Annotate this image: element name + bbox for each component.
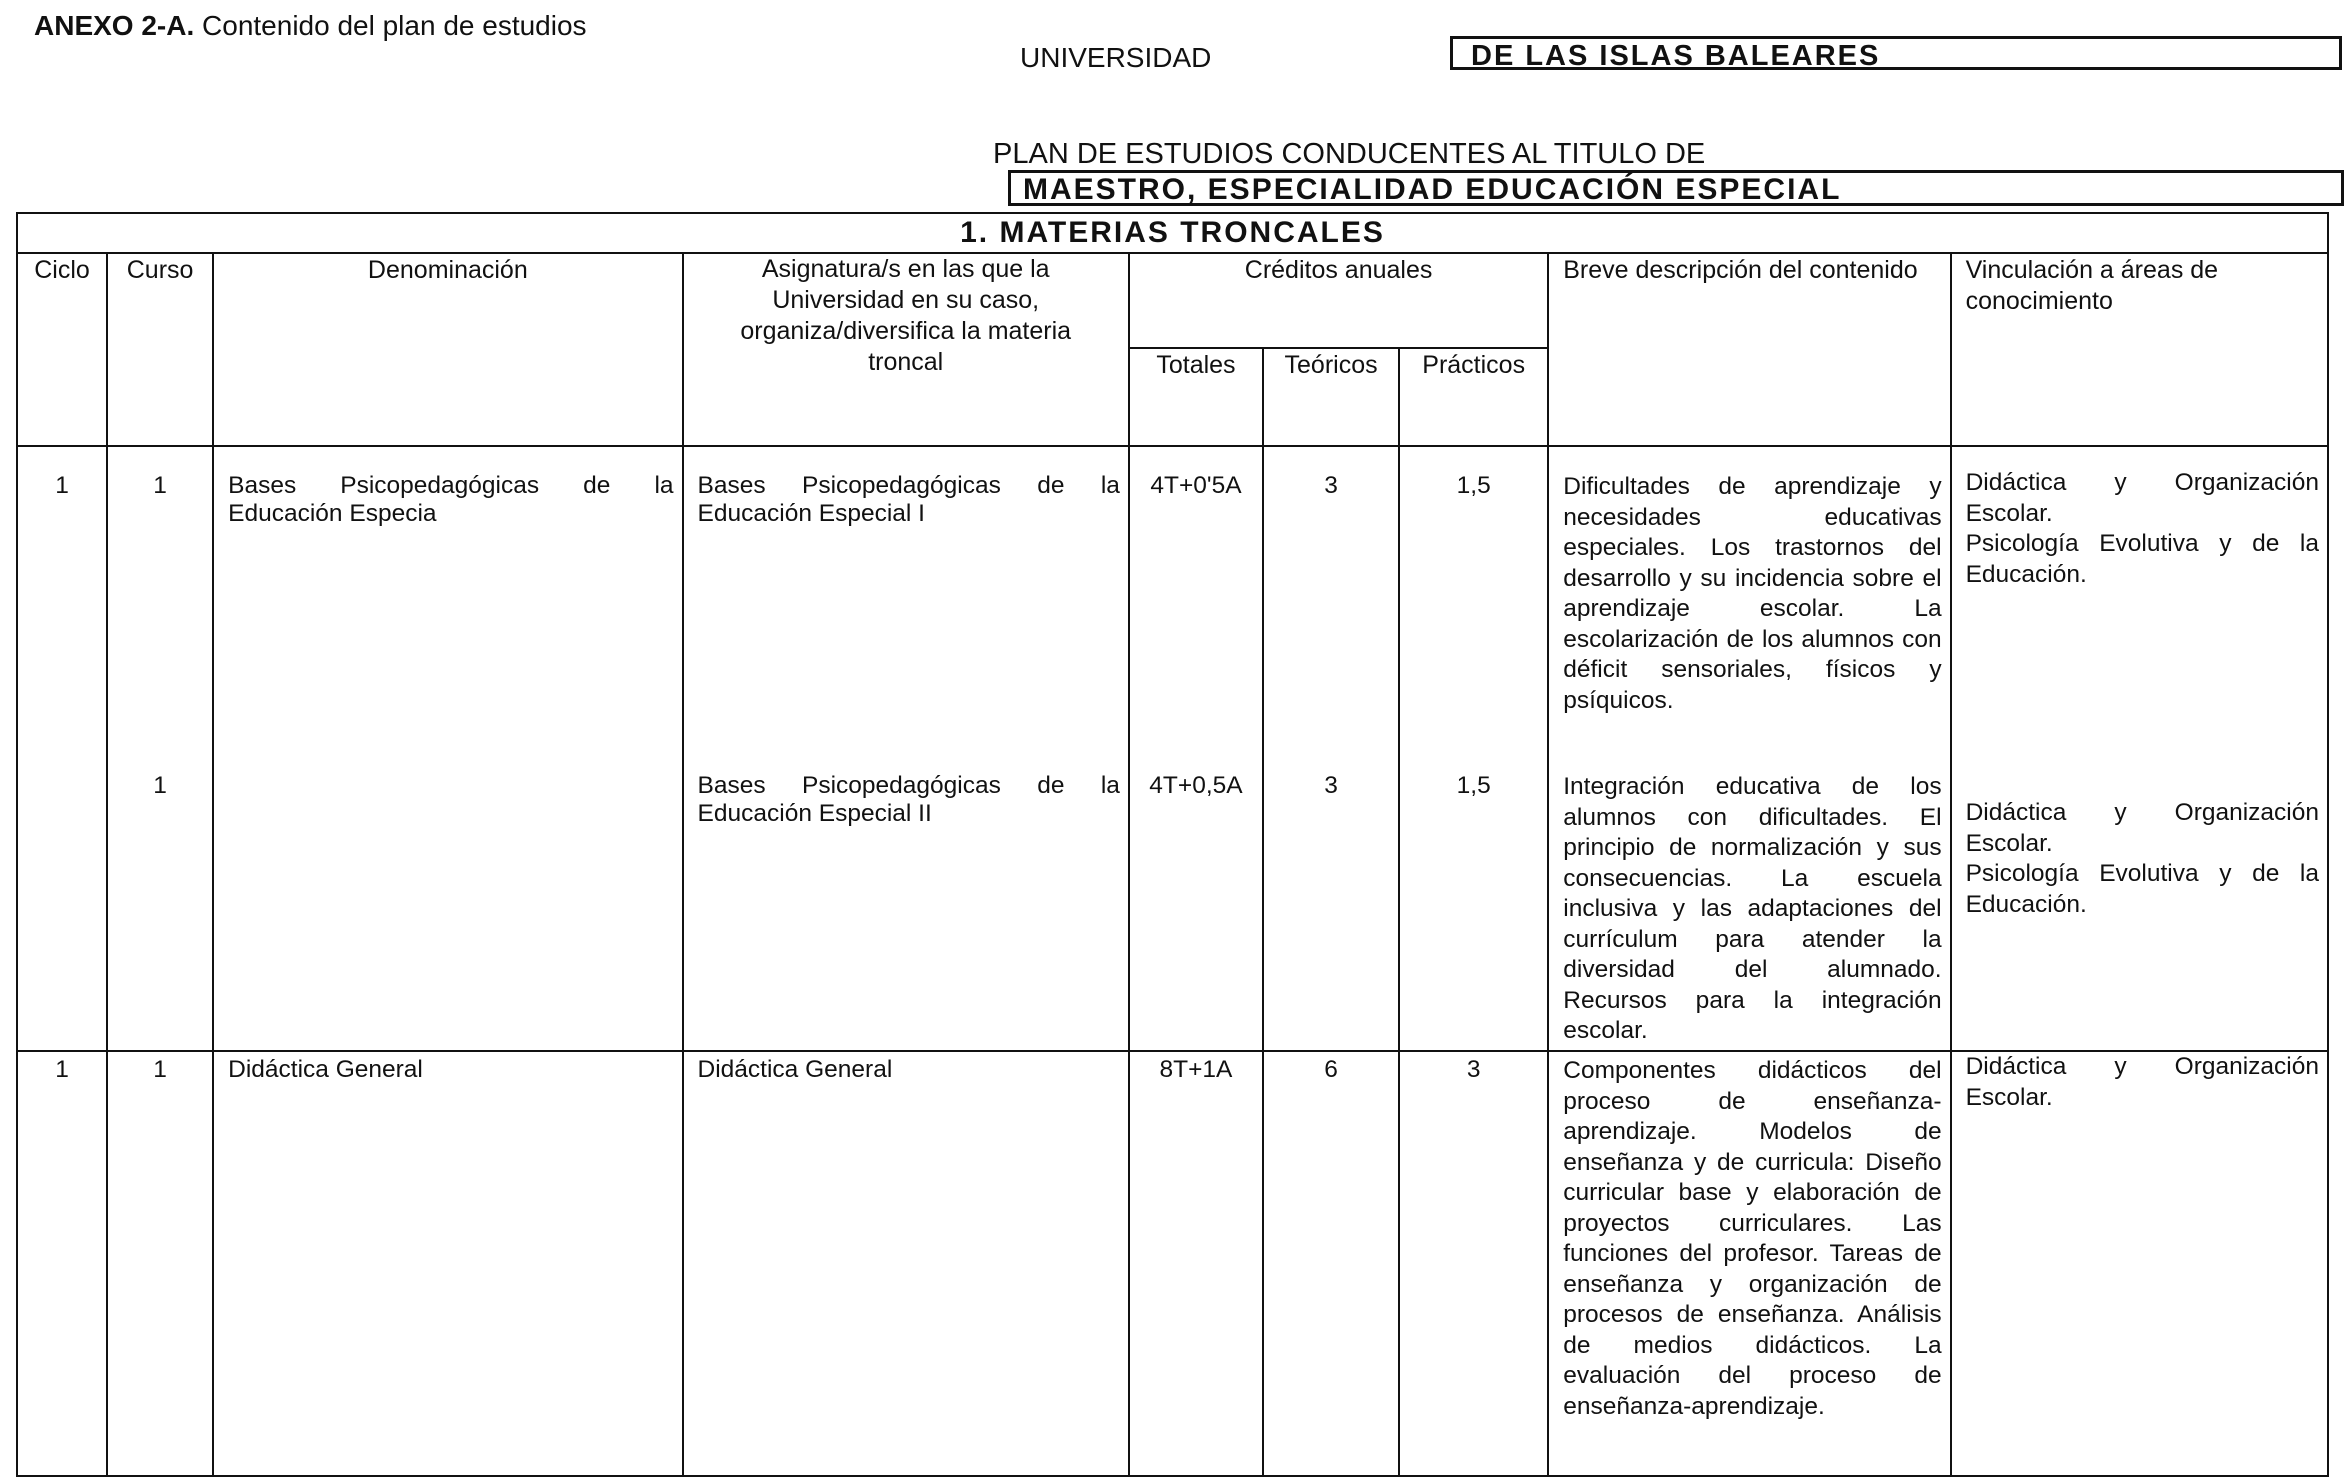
cell-asignatura: Bases Psicopedagógicas de la Educación Especial II — [683, 768, 1129, 1051]
cell-vinculacion — [1951, 768, 2328, 1051]
cell-vinculacion — [1951, 1051, 2328, 1476]
plan-label: PLAN DE ESTUDIOS CONDUCENTES AL TITULO DE — [993, 138, 1706, 170]
cell-asignatura: Didáctica General — [683, 1051, 1129, 1476]
cell-teoricos: 3 — [1263, 768, 1399, 1051]
header-vinculacion: Vinculación a áreas de conocimiento — [1951, 253, 2328, 446]
annex-heading — [34, 10, 587, 42]
header-descripcion: Breve descripción del contenido — [1548, 253, 1950, 446]
table-row — [17, 468, 2328, 768]
cell-ciclo: 1 — [17, 1051, 107, 1476]
degree-title: MAESTRO, ESPECIALIDAD EDUCACIÓN ESPECIAL — [1008, 170, 2344, 206]
header-totales: Totales — [1129, 348, 1263, 446]
cell-denominacion: Bases Psicopedagógicas de la Educación Especia — [213, 468, 682, 768]
cell-ciclo — [17, 768, 107, 1051]
header-creditos: Créditos anuales — [1129, 253, 1548, 348]
header-asignatura: Asignatura/s en las que la Universidad en su caso, organiza/diversifica la materia troncal — [683, 253, 1129, 446]
cell-vinculacion — [1951, 468, 2328, 768]
cell-descripcion: Dificultades de aprendizaje y necesidades educativas especiales. Los trastornos del desarrollo y su incidencia sobre el aprendizaje escolar. La escolarización de los alumnos con déficit sensoriales, físicos y psíquicos. — [1548, 468, 1950, 768]
university-name: DE LAS ISLAS BALEARES — [1450, 36, 2342, 70]
spacer-row — [17, 446, 2328, 468]
cell-descripcion: Componentes didácticos del proceso de enseñanza-aprendizaje. Modelos de enseñanza y de curricula: Diseño curricular base y elaboración de proyectos curriculares. Las funciones del profesor. Tareas de enseñanza y organización de procesos de enseñanza. Análisis de medios didácticos. La evaluación del proceso de enseñanza-aprendizaje. — [1548, 1051, 1950, 1476]
cell-teoricos: 3 — [1263, 468, 1399, 768]
cell-descripcion: Integración educativa de los alumnos con dificultades. El principio de normalización y sus consecuencias. La escuela inclusiva y las adaptaciones del currículum para atender la diversidad del alumnado. Recursos para la integración escolar. — [1548, 768, 1950, 1051]
vinculacion-area: Didáctica y Organización Escolar. — [1965, 799, 2319, 857]
cell-asignatura: Bases Psicopedagógicas de la Educación Especial I — [683, 468, 1129, 768]
cell-denominacion — [213, 768, 682, 1051]
cell-teoricos: 6 — [1263, 1051, 1399, 1476]
cell-ciclo: 1 — [17, 468, 107, 768]
cell-totales: 4T+0'5A — [1129, 468, 1263, 768]
curriculum-table — [16, 212, 2329, 1477]
vinculacion-area: Psicología Evolutiva y de la Educación. — [1965, 530, 2319, 588]
cell-practicos: 3 — [1399, 1051, 1548, 1476]
annex-label: ANEXO 2-A. — [34, 10, 195, 41]
cell-curso: 1 — [107, 468, 213, 768]
header-ciclo: Ciclo — [17, 253, 107, 446]
table-row — [17, 1051, 2328, 1476]
table-row — [17, 768, 2328, 1051]
header-curso: Curso — [107, 253, 213, 446]
cell-totales: 8T+1A — [1129, 1051, 1263, 1476]
university-label: UNIVERSIDAD — [1020, 42, 1212, 73]
cell-curso: 1 — [107, 1051, 213, 1476]
header-denominacion: Denominación — [213, 253, 682, 446]
section-title: 1. MATERIAS TRONCALES — [17, 213, 2328, 253]
cell-practicos: 1,5 — [1399, 768, 1548, 1051]
vinculacion-area: Psicología Evolutiva y de la Educación. — [1965, 860, 2319, 918]
cell-practicos: 1,5 — [1399, 468, 1548, 768]
vinculacion-area: Didáctica y Organización Escolar. — [1965, 469, 2319, 527]
annex-text: Contenido del plan de estudios — [202, 10, 587, 41]
header-practicos: Prácticos — [1399, 348, 1548, 446]
cell-curso: 1 — [107, 768, 213, 1051]
header-teoricos: Teóricos — [1263, 348, 1399, 446]
cell-totales: 4T+0,5A — [1129, 768, 1263, 1051]
vinculacion-area: Didáctica y Organización Escolar. — [1965, 1053, 2319, 1111]
cell-denominacion: Didáctica General — [213, 1051, 682, 1476]
